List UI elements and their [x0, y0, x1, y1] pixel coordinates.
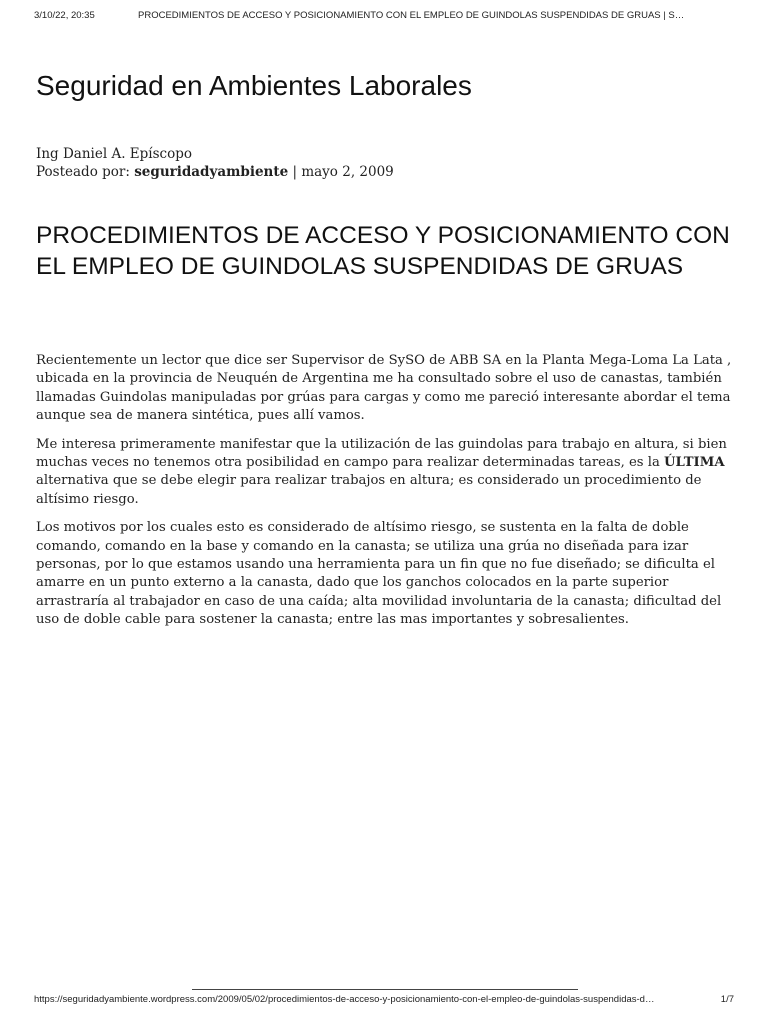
- posted-by-label: Posteado por:: [36, 164, 130, 180]
- meta-separator: |: [292, 164, 298, 180]
- footer-divider: [192, 989, 578, 990]
- body-paragraph-2-end: alternativa que se debe elegir para realizar trabajos en altura; es considerado un procedimiento de altísimo riesgo.: [36, 473, 702, 507]
- print-footer: [34, 994, 734, 1008]
- body-paragraph-2-start: Me interesa primeramente manifestar que la utilización de las guindolas para trabajo en altura, si bien muchas veces no tenemos otra posibilidad en campo para realizar determinadas tareas, es la: [36, 436, 727, 471]
- post-title: PROCEDIMIENTOS DE ACCESO Y POSICIONAMIENTO CON EL EMPLEO DE GUINDOLAS SUSPENDIDAS DE GRUAS: [36, 222, 730, 280]
- post-body: [36, 352, 736, 640]
- print-date: 3/10/22, 20:35: [34, 10, 95, 21]
- site-title[interactable]: Seguridad en Ambientes Laborales: [36, 70, 472, 101]
- print-header: [34, 10, 734, 24]
- post-meta: [36, 145, 394, 181]
- body-paragraph-3: Los motivos por los cuales esto es considerado de altísimo riesgo, se sustenta en la falta de doble comando, comando en la base y comando en la canasta; se utiliza una grúa no diseñada para izar personas, por lo que estamos usando una herramienta para un fin que no fue diseñado; se dificulta el amarre en un punto externo a la canasta, dado que los ganchos colocados en la parte superior arrastraría al trabajador en caso de una caída; alta movilidad involuntaria de la canasta; dificultad del uso de doble cable para sostener la canasta; entre las mas importantes y sobresalientes.: [36, 520, 722, 628]
- body-paragraph-1: Recientemente un lector que dice ser Supervisor de SySO de ABB SA en la Planta Mega-Loma La Lata , ubicada en la provincia de Neuquén de Argentina me ha consultado sobre el uso de canastas, también llamadas Guindolas manipuladas por grúas para cargas y como me pareció interesante abordar el tema aunque sea de manera sintética, pues allí vamos.: [36, 353, 732, 424]
- page-url[interactable]: https://seguridadyambiente.wordpress.com/2009/05/02/procedimientos-de-acceso-y-posicionamiento-con-el-empleo-de-guindolas-suspendidas-d…: [34, 994, 655, 1005]
- posted-by-line: [36, 163, 394, 181]
- author-link[interactable]: seguridadyambiente: [134, 164, 289, 180]
- emphasis-ultima: ÚLTIMA: [664, 455, 725, 471]
- page-number: 1/7: [720, 994, 734, 1005]
- body-paragraph-2: [36, 436, 736, 510]
- post-date[interactable]: mayo 2, 2009: [301, 164, 394, 180]
- print-document-title: PROCEDIMIENTOS DE ACCESO Y POSICIONAMIENTO CON EL EMPLEO DE GUINDOLAS SUSPENDIDAS DE GRUAS | S…: [138, 10, 685, 21]
- author-line: Ing Daniel A. Epíscopo: [36, 146, 192, 162]
